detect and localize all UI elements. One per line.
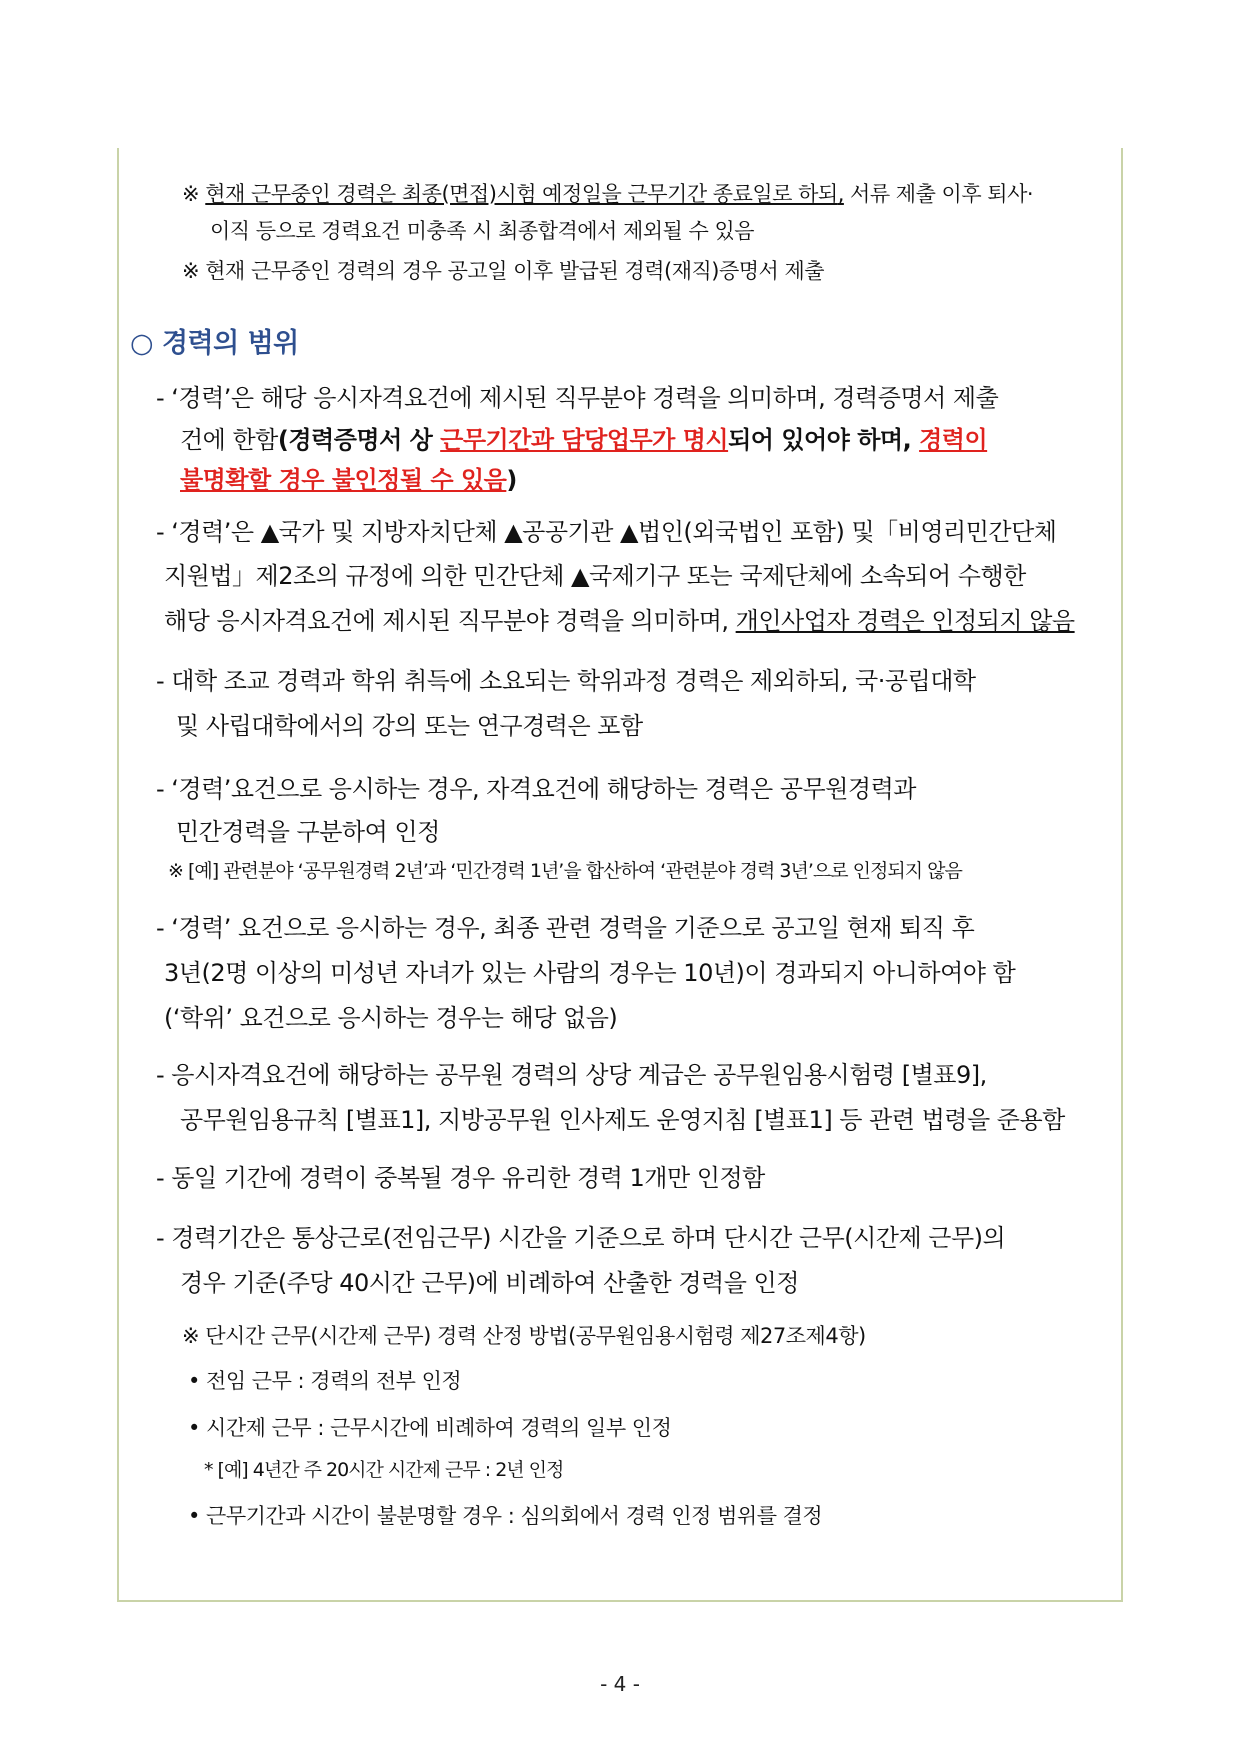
item-8-line-2: 경우 기준(주당 40시간 근무)에 비례하여 산출한 경력을 인정 (180, 1269, 799, 1297)
item-2-line-2: 지원법」제2조의 규정에 의한 민간단체 ▲국제기구 또는 국제단체에 소속되어 수행한 (164, 562, 1026, 590)
bullet-full-time: • 전임 근무 : 경력의 전부 인정 (188, 1369, 462, 1393)
item-8-method-note: ※ 단시간 근무(시간제 근무) 경력 산정 방법(공무원임용시험령 제27조제4항) (182, 1324, 866, 1348)
bullet-part-time-example: * [예] 4년간 주 20시간 시간제 근무 : 2년 인정 (204, 1459, 564, 1481)
item-2-line-1: - ‘경력’은 ▲국가 및 지방자치단체 ▲공공기관 ▲법인(외국법인 포함) 및「비영리민간단체 (156, 518, 1057, 546)
item-4-line-1: - ‘경력’요건으로 응시하는 경우, 자격요건에 해당하는 경력은 공무원경력과 (156, 775, 916, 803)
bullet-unclear: • 근무기간과 시간이 불분명할 경우 : 심의회에서 경력 인정 범위를 결정 (188, 1504, 823, 1528)
item-1-line-3: 불명확할 경우 불인정될 수 있음) (180, 466, 517, 494)
item-6-line-1: - 응시자격요건에 해당하는 공무원 경력의 상당 계급은 공무원임용시험령 [별표9], (156, 1061, 987, 1089)
bullet-part-time: • 시간제 근무 : 근무시간에 비례하여 경력의 일부 인정 (188, 1416, 672, 1440)
item-5-line-3: (‘학위’ 요건으로 응시하는 경우는 해당 없음) (164, 1004, 618, 1032)
section-heading: ○ 경력의 범위 (130, 328, 299, 359)
item-4-example-note: ※ [예] 관련분야 ‘공무원경력 2년’과 ‘민간경력 1년’을 합산하여 ‘관련분야 경력 3년’으로 인정되지 않음 (168, 860, 962, 882)
item-5-line-1: - ‘경력’ 요건으로 응시하는 경우, 최종 관련 경력을 기준으로 공고일 현재 퇴직 후 (156, 914, 975, 942)
note-current-employment-cont: 이직 등으로 경력요건 미충족 시 최종합격에서 제외될 수 있음 (210, 219, 755, 243)
item-7-line-1: - 동일 기간에 경력이 중복될 경우 유리한 경력 1개만 인정함 (156, 1164, 765, 1192)
item-6-line-2: 공무원임용규칙 [별표1], 지방공무원 인사제도 운영지침 [별표1] 등 관련 법령을 준용함 (180, 1106, 1065, 1134)
item-2-line-3: 해당 응시자격요건에 제시된 직무분야 경력을 의미하며, 개인사업자 경력은 인정되지 않음 (164, 607, 1075, 635)
item-1-line-2: 건에 한함(경력증명서 상 근무기간과 담당업무가 명시되어 있어야 하며, 경력이 (180, 426, 988, 454)
note-certificate: ※ 현재 근무중인 경력의 경우 공고일 이후 발급된 경력(재직)증명서 제출 (182, 259, 825, 283)
item-3-line-1: - 대학 조교 경력과 학위 취득에 소요되는 학위과정 경력은 제외하되, 국·공립대학 (156, 667, 976, 695)
item-8-line-1: - 경력기간은 통상근로(전임근무) 시간을 기준으로 하며 단시간 근무(시간제 근무)의 (156, 1224, 1006, 1252)
item-4-line-2: 민간경력을 구분하여 인정 (176, 818, 440, 846)
item-1-line-1: - ‘경력’은 해당 응시자격요건에 제시된 직무분야 경력을 의미하며, 경력증명서 제출 (156, 384, 999, 412)
item-5-line-2: 3년(2명 이상의 미성년 자녀가 있는 사람의 경우는 10년)이 경과되지 아니하여야 함 (164, 959, 1016, 987)
page-number: - 4 - (600, 1672, 640, 1696)
item-3-line-2: 및 사립대학에서의 강의 또는 연구경력은 포함 (176, 712, 643, 740)
note-current-employment: ※ 현재 근무중인 경력은 최종(면접)시험 예정일을 근무기간 종료일로 하되, 서류 제출 이후 퇴사· (182, 182, 1034, 206)
